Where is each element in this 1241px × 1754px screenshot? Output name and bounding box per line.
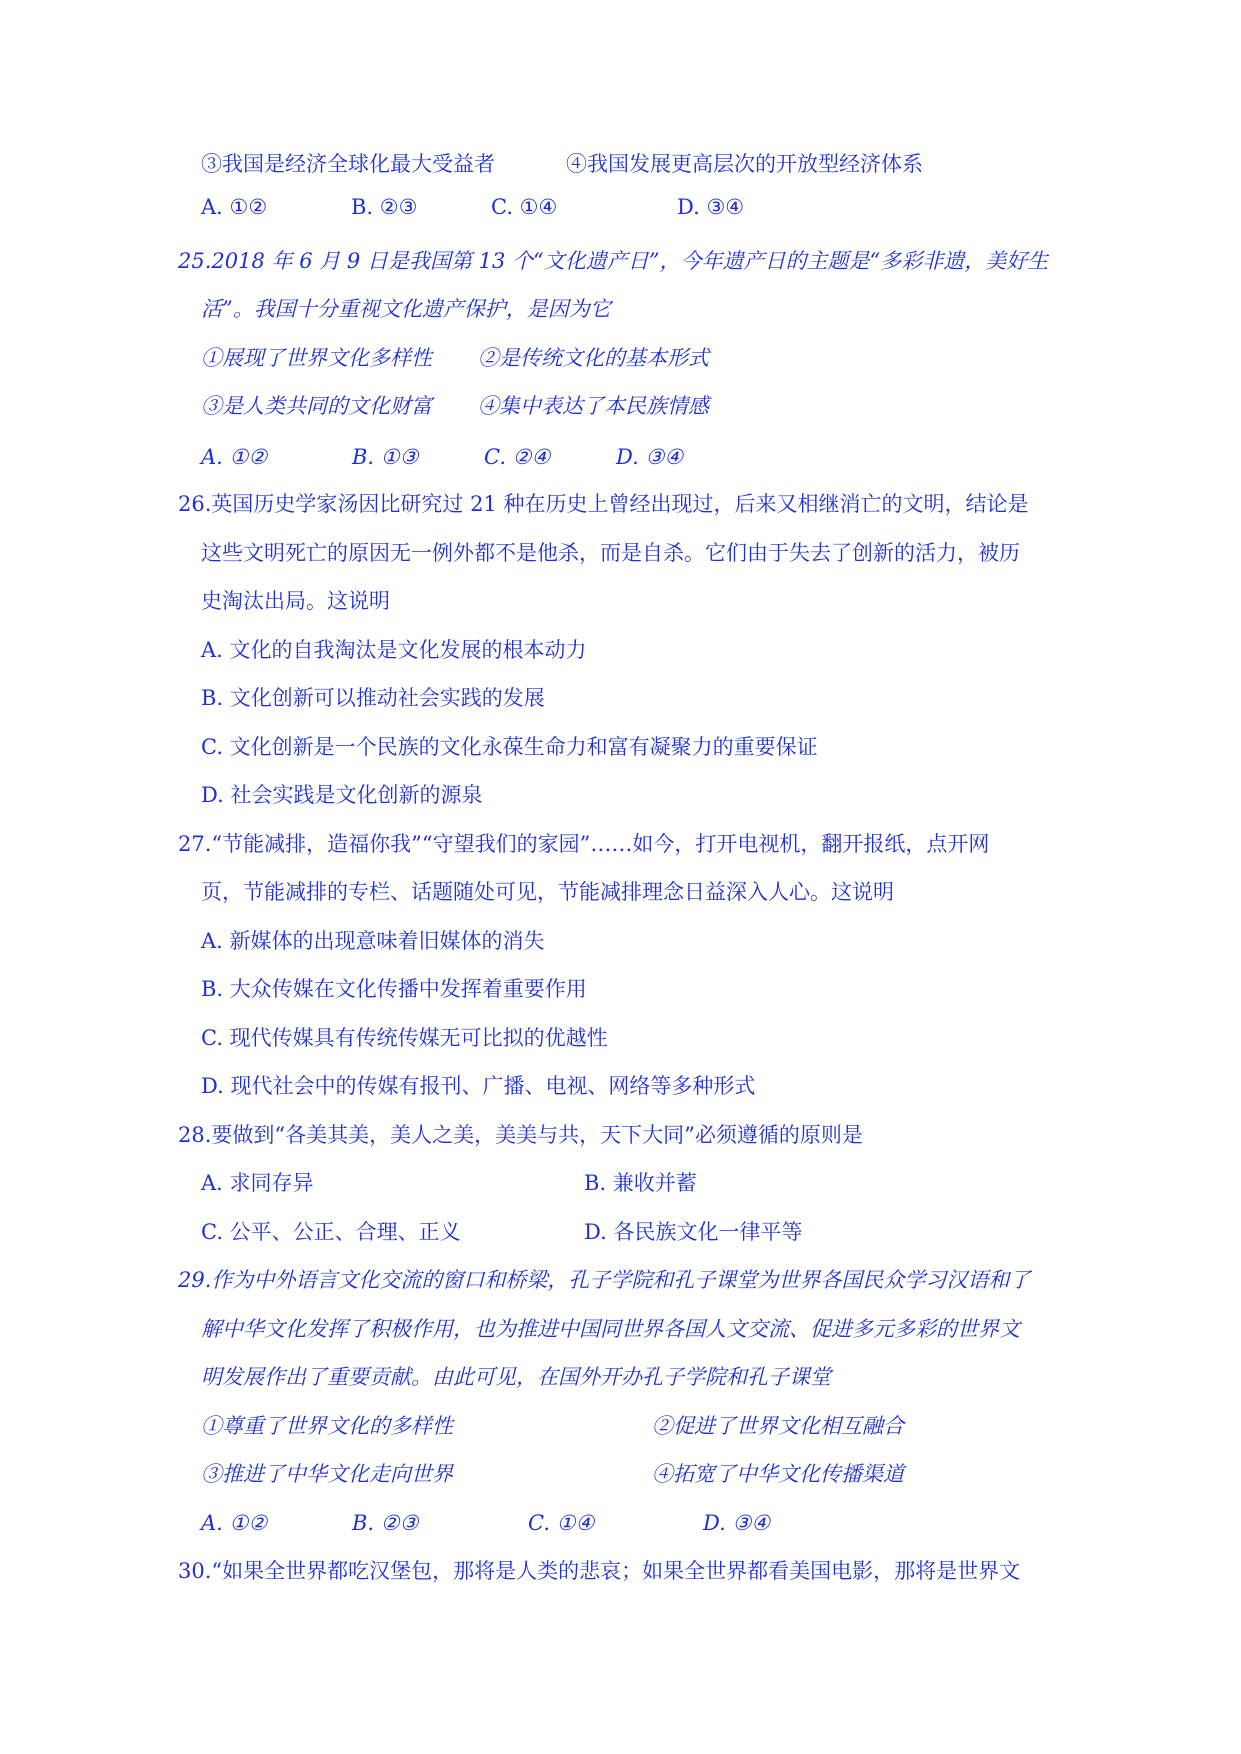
- q27-option-c: C. 现代传媒具有传统传媒无可比拟的优越性: [201, 1026, 608, 1050]
- q29-option-b: B. ②③: [352, 1511, 419, 1535]
- q24-item4: ④我国发展更高层次的开放型经济体系: [566, 152, 923, 176]
- q29-option-a: A. ①②: [201, 1511, 268, 1535]
- q26-stem-line1: 26.英国历史学家汤因比研究过 21 种在历史上曾经出现过，后来又相继消亡的文明，结论是: [178, 492, 1029, 516]
- q27-stem-line2: 页，节能减排的专栏、话题随处可见，节能减排理念日益深入人心。这说明: [201, 880, 894, 904]
- q28-option-d: D. 各民族文化一律平等: [584, 1220, 803, 1244]
- q26-option-c: C. 文化创新是一个民族的文化永葆生命力和富有凝聚力的重要保证: [201, 735, 818, 759]
- q26-option-a: A. 文化的自我淘汰是文化发展的根本动力: [201, 638, 587, 662]
- q25-options: [201, 447, 683, 468]
- q29-options: [201, 1513, 770, 1534]
- q27-option-a: A. 新媒体的出现意味着旧媒体的消失: [201, 929, 545, 953]
- q25-option-c: C. ②④: [484, 445, 551, 469]
- q29-item3: ③推进了中华文化走向世界: [201, 1462, 453, 1486]
- q27-stem-line1: 27.“节能减排，造福你我”“守望我们的家园”……如今，打开电视机，翻开报纸，点开网: [178, 832, 990, 856]
- q24-options: [201, 197, 744, 218]
- q29-stem-line3: 明发展作出了重要贡献。由此可见，在国外开办孔子学院和孔子课堂: [201, 1365, 831, 1389]
- q26-stem-line3: 史淘汰出局。这说明: [201, 589, 390, 613]
- q25-stem-line2: 活”。我国十分重视文化遗产保护，是因为它: [201, 297, 611, 321]
- q28-option-c: C. 公平、公正、合理、正义: [201, 1220, 461, 1244]
- q25-item3: ③是人类共同的文化财富: [201, 394, 432, 418]
- q26-option-b: B. 文化创新可以推动社会实践的发展: [201, 686, 545, 710]
- q28-option-a: A. 求同存异: [201, 1171, 314, 1195]
- q29-option-c: C. ①④: [528, 1511, 595, 1535]
- q25-item1: ①展现了世界文化多样性: [201, 346, 432, 370]
- q25-option-b: B. ①③: [352, 445, 419, 469]
- q29-item4: ④拓宽了中华文化传播渠道: [652, 1462, 904, 1486]
- q28-option-b: B. 兼收并蓄: [584, 1171, 697, 1195]
- q29-stem-line2: 解中华文化发挥了积极作用，也为推进中国同世界各国人文交流、促进多元多彩的世界文: [201, 1317, 1020, 1341]
- q24-option-d: D. ③④: [677, 195, 745, 219]
- q24-item3: ③我国是经济全球化最大受益者: [201, 152, 495, 176]
- q24-option-b: B. ②③: [351, 195, 418, 219]
- q29-stem-line1: 29.作为中外语言文化交流的窗口和桥梁，孔子学院和孔子课堂为世界各国民众学习汉语和了: [178, 1268, 1031, 1292]
- q24-option-a: A. ①②: [201, 195, 268, 219]
- q25-stem-line1: 25.2018 年 6 月 9 日是我国第 13 个“文化遗产日”，今年遗产日的主题是“多彩非遗，美好生: [178, 249, 1049, 273]
- q30-stem-line1: 30.“如果全世界都吃汉堡包，那将是人类的悲哀；如果全世界都看美国电影，那将是世界文: [178, 1559, 1021, 1583]
- q27-option-b: B. 大众传媒在文化传播中发挥着重要作用: [201, 977, 587, 1001]
- q28-stem-line1: 28.要做到“各美其美，美人之美，美美与共，天下大同”必须遵循的原则是: [178, 1123, 863, 1147]
- q26-stem-line2: 这些文明死亡的原因无一例外都不是他杀，而是自杀。它们由于失去了创新的活力，被历: [201, 541, 1020, 565]
- q29-option-d: D. ③④: [703, 1511, 771, 1535]
- q25-item4: ④集中表达了本民族情感: [478, 394, 709, 418]
- q25-item2: ②是传统文化的基本形式: [478, 346, 709, 370]
- q29-item1: ①尊重了世界文化的多样性: [201, 1414, 453, 1438]
- q25-option-d: D. ③④: [616, 445, 684, 469]
- q29-item2: ②促进了世界文化相互融合: [652, 1414, 904, 1438]
- q27-option-d: D. 现代社会中的传媒有报刊、广播、电视、网络等多种形式: [201, 1074, 756, 1098]
- q24-option-c: C. ①④: [491, 195, 558, 219]
- q26-option-d: D. 社会实践是文化创新的源泉: [201, 783, 483, 807]
- q25-option-a: A. ①②: [201, 445, 268, 469]
